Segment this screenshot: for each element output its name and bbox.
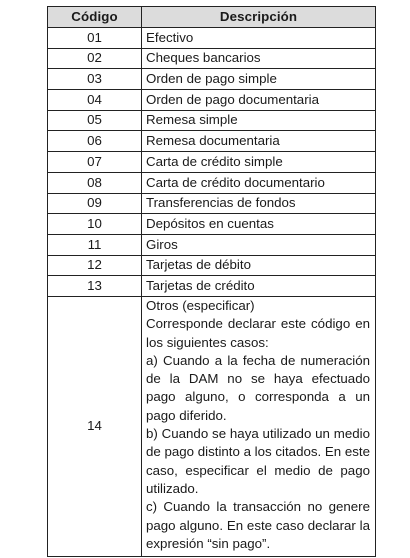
row-description: Remesa documentaria (142, 131, 376, 152)
row-code: 05 (48, 110, 142, 131)
other-case-b: b) Cuando se haya utilizado un medio de pago distinto a los citados. En este caso, especificar el medio de pago utilizado. (146, 426, 370, 496)
table-row (48, 48, 376, 69)
row-code: 04 (48, 90, 142, 111)
header-row (48, 7, 376, 28)
row-description: Transferencias de fondos (142, 193, 376, 214)
row-description: Carta de crédito simple (142, 152, 376, 173)
other-intro: Corresponde declarar este código en los siguientes casos: (146, 316, 370, 350)
row-description-other (142, 296, 376, 556)
row-code: 11 (48, 234, 142, 255)
other-title: Otros (especificar) (146, 297, 255, 313)
row-description: Giros (142, 234, 376, 255)
table-row (48, 131, 376, 152)
row-description: Tarjetas de crédito (142, 276, 376, 297)
row-code: 07 (48, 152, 142, 173)
table-row-other (48, 296, 376, 556)
table-row (48, 193, 376, 214)
other-case-a: a) Cuando a la fecha de numeración de la DAM no se haya efectuado pago alguno, o corresponda a un pago diferido. (146, 352, 370, 423)
table-row (48, 69, 376, 90)
table-row (48, 172, 376, 193)
row-code: 13 (48, 276, 142, 297)
table-row (48, 28, 376, 49)
table-row (48, 214, 376, 235)
row-description: Depósitos en cuentas (142, 214, 376, 235)
header-code: Código (48, 7, 142, 28)
table-row (48, 255, 376, 276)
payment-codes-table (47, 6, 376, 557)
row-description: Orden de pago documentaria (142, 90, 376, 111)
row-code: 08 (48, 172, 142, 193)
row-code: 12 (48, 255, 142, 276)
row-description: Remesa simple (142, 110, 376, 131)
table-row (48, 90, 376, 111)
table-row (48, 234, 376, 255)
table-row (48, 276, 376, 297)
row-description: Efectivo (142, 28, 376, 49)
table-row (48, 110, 376, 131)
row-description: Cheques bancarios (142, 48, 376, 69)
row-code: 14 (48, 296, 142, 556)
row-code: 06 (48, 131, 142, 152)
row-code: 03 (48, 69, 142, 90)
row-code: 01 (48, 28, 142, 49)
table-row (48, 152, 376, 173)
row-description: Orden de pago simple (142, 69, 376, 90)
row-description: Tarjetas de débito (142, 255, 376, 276)
header-description: Descripción (142, 7, 376, 28)
row-description: Carta de crédito documentario (142, 172, 376, 193)
row-code: 02 (48, 48, 142, 69)
other-case-c: c) Cuando la transacción no genere pago alguno. En este caso declarar la expresión “sin pago”. (146, 499, 370, 551)
row-code: 09 (48, 193, 142, 214)
row-code: 10 (48, 214, 142, 235)
